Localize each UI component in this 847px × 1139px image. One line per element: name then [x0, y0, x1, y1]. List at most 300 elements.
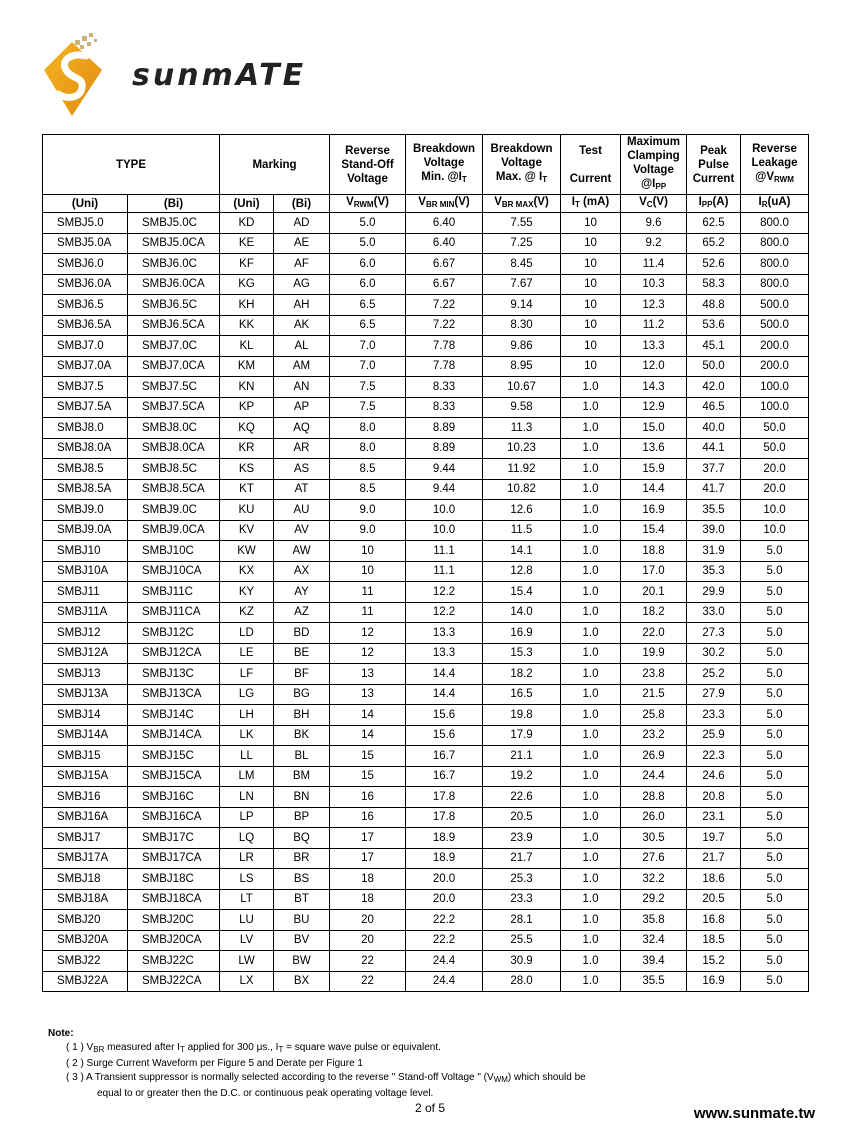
table-row: [43, 336, 809, 357]
cell-type-bi: SMBJ12C: [128, 623, 220, 644]
cell-type-bi: SMBJ22C: [128, 951, 220, 972]
cell-vbr-max: 9.86: [483, 336, 561, 357]
website-url[interactable]: www.sunmate.tw: [693, 1105, 815, 1122]
cell-marking-bi: AU: [274, 500, 330, 521]
cell-vbr-max: 7.55: [483, 213, 561, 234]
cell-vrwm: 8.5: [330, 459, 406, 480]
cell-test-current: 1.0: [561, 623, 621, 644]
cell-vbr-min: 6.67: [406, 274, 483, 295]
table-row: [43, 213, 809, 234]
notes-title: Note:: [48, 1028, 74, 1039]
cell-peak-pulse-current: 27.9: [687, 684, 741, 705]
cell-peak-pulse-current: 24.6: [687, 766, 741, 787]
cell-type-uni: SMBJ17: [43, 828, 128, 849]
cell-marking-bi: AX: [274, 561, 330, 582]
cell-vbr-max: 19.8: [483, 705, 561, 726]
cell-test-current: 1.0: [561, 766, 621, 787]
cell-reverse-leakage: 5.0: [741, 787, 809, 808]
table-row: [43, 623, 809, 644]
cell-vbr-min: 10.0: [406, 500, 483, 521]
cell-reverse-leakage: 100.0: [741, 377, 809, 398]
cell-marking-uni: LS: [220, 869, 274, 890]
cell-vbr-max: 25.3: [483, 869, 561, 890]
cell-marking-bi: BM: [274, 766, 330, 787]
cell-test-current: 1.0: [561, 459, 621, 480]
subheader-vc: $V_C(V)$: [621, 195, 687, 213]
cell-marking-bi: AT: [274, 479, 330, 500]
cell-type-uni: SMBJ16: [43, 787, 128, 808]
cell-vbr-max: 22.6: [483, 787, 561, 808]
cell-marking-uni: KM: [220, 356, 274, 377]
table-row: [43, 705, 809, 726]
cell-marking-uni: KZ: [220, 602, 274, 623]
cell-type-bi: SMBJ8.5CA: [128, 479, 220, 500]
table-row: [43, 274, 809, 295]
cell-test-current: 10: [561, 295, 621, 316]
header-clamping-voltage: Maximum Clamping Voltage $@I_{PP}$: [621, 135, 687, 195]
cell-reverse-leakage: 5.0: [741, 828, 809, 849]
table-row: [43, 807, 809, 828]
cell-vbr-max: 17.9: [483, 725, 561, 746]
note-2: ( 2 ) Surge Current Waveform per Figure 5 and Derate per Figure 1: [66, 1058, 363, 1069]
cell-type-bi: SMBJ10CA: [128, 561, 220, 582]
cell-reverse-leakage: 500.0: [741, 295, 809, 316]
header-test-current: Test Current: [561, 135, 621, 195]
cell-type-uni: SMBJ22A: [43, 971, 128, 992]
cell-type-bi: SMBJ17C: [128, 828, 220, 849]
cell-reverse-leakage: 5.0: [741, 971, 809, 992]
cell-vbr-min: 18.9: [406, 848, 483, 869]
cell-type-bi: SMBJ15C: [128, 746, 220, 767]
cell-test-current: 1.0: [561, 930, 621, 951]
cell-test-current: 1.0: [561, 951, 621, 972]
cell-peak-pulse-current: 21.7: [687, 848, 741, 869]
table-row: [43, 951, 809, 972]
subheader-it: $I_T$ (mA): [561, 195, 621, 213]
cell-test-current: 10: [561, 336, 621, 357]
cell-vrwm: 14: [330, 725, 406, 746]
cell-vbr-max: 15.4: [483, 582, 561, 603]
cell-clamping-voltage: 30.5: [621, 828, 687, 849]
cell-vrwm: 22: [330, 971, 406, 992]
cell-type-uni: SMBJ6.5: [43, 295, 128, 316]
cell-peak-pulse-current: 25.9: [687, 725, 741, 746]
cell-vbr-min: 15.6: [406, 705, 483, 726]
cell-peak-pulse-current: 37.7: [687, 459, 741, 480]
cell-type-bi: SMBJ8.0CA: [128, 438, 220, 459]
cell-type-uni: SMBJ6.5A: [43, 315, 128, 336]
cell-vbr-max: 9.58: [483, 397, 561, 418]
cell-marking-bi: AS: [274, 459, 330, 480]
cell-vrwm: 6.0: [330, 254, 406, 275]
cell-type-bi: SMBJ6.5C: [128, 295, 220, 316]
cell-type-bi: SMBJ10C: [128, 541, 220, 562]
cell-marking-bi: BT: [274, 889, 330, 910]
cell-type-uni: SMBJ14A: [43, 725, 128, 746]
cell-type-bi: SMBJ5.0C: [128, 213, 220, 234]
cell-type-uni: SMBJ9.0A: [43, 520, 128, 541]
cell-reverse-leakage: 5.0: [741, 848, 809, 869]
cell-reverse-leakage: 50.0: [741, 418, 809, 439]
cell-marking-uni: KS: [220, 459, 274, 480]
cell-test-current: 1.0: [561, 561, 621, 582]
cell-clamping-voltage: 18.2: [621, 602, 687, 623]
table-row: [43, 971, 809, 992]
subheader-marking-bi: (Bi): [274, 195, 330, 213]
cell-vrwm: 7.0: [330, 356, 406, 377]
cell-peak-pulse-current: 39.0: [687, 520, 741, 541]
cell-marking-uni: LT: [220, 889, 274, 910]
cell-vbr-min: 6.40: [406, 213, 483, 234]
cell-vbr-max: 7.25: [483, 233, 561, 254]
cell-reverse-leakage: 200.0: [741, 336, 809, 357]
cell-type-uni: SMBJ22: [43, 951, 128, 972]
cell-vbr-max: 11.92: [483, 459, 561, 480]
header-breakdown-max: Breakdown Voltage Max. @ $I_T$: [483, 135, 561, 195]
cell-peak-pulse-current: 42.0: [687, 377, 741, 398]
cell-vrwm: 9.0: [330, 520, 406, 541]
cell-type-uni: SMBJ18: [43, 869, 128, 890]
cell-vbr-min: 13.3: [406, 623, 483, 644]
cell-marking-uni: KL: [220, 336, 274, 357]
cell-vbr-min: 22.2: [406, 930, 483, 951]
cell-test-current: 1.0: [561, 725, 621, 746]
cell-marking-uni: KY: [220, 582, 274, 603]
logo-pixels: [75, 33, 97, 49]
cell-test-current: 1.0: [561, 705, 621, 726]
cell-reverse-leakage: 5.0: [741, 930, 809, 951]
cell-type-uni: SMBJ8.5A: [43, 479, 128, 500]
cell-vbr-min: 7.78: [406, 336, 483, 357]
cell-vrwm: 18: [330, 869, 406, 890]
cell-vrwm: 17: [330, 828, 406, 849]
cell-vrwm: 5.0: [330, 233, 406, 254]
cell-test-current: 1.0: [561, 397, 621, 418]
cell-marking-bi: AQ: [274, 418, 330, 439]
cell-vrwm: 16: [330, 807, 406, 828]
cell-vrwm: 12: [330, 643, 406, 664]
cell-marking-uni: KV: [220, 520, 274, 541]
cell-vrwm: 6.5: [330, 315, 406, 336]
cell-test-current: 1.0: [561, 828, 621, 849]
cell-marking-bi: AY: [274, 582, 330, 603]
cell-clamping-voltage: 12.3: [621, 295, 687, 316]
cell-reverse-leakage: 5.0: [741, 869, 809, 890]
cell-test-current: 1.0: [561, 500, 621, 521]
cell-reverse-leakage: 5.0: [741, 664, 809, 685]
cell-test-current: 10: [561, 274, 621, 295]
cell-marking-uni: LD: [220, 623, 274, 644]
subheader-uni: (Uni): [43, 195, 128, 213]
cell-vrwm: 12: [330, 623, 406, 644]
table-row: [43, 602, 809, 623]
cell-peak-pulse-current: 53.6: [687, 315, 741, 336]
cell-peak-pulse-current: 18.5: [687, 930, 741, 951]
cell-peak-pulse-current: 27.3: [687, 623, 741, 644]
cell-clamping-voltage: 32.4: [621, 930, 687, 951]
table-row: [43, 828, 809, 849]
cell-vrwm: 22: [330, 951, 406, 972]
cell-type-uni: SMBJ7.0: [43, 336, 128, 357]
cell-reverse-leakage: 20.0: [741, 459, 809, 480]
cell-peak-pulse-current: 52.6: [687, 254, 741, 275]
subheader-vbrmin: $V_{BR MIN}(V)$: [406, 195, 483, 213]
table-row: [43, 438, 809, 459]
cell-vrwm: 11: [330, 582, 406, 603]
cell-clamping-voltage: 19.9: [621, 643, 687, 664]
cell-vbr-max: 23.3: [483, 889, 561, 910]
cell-clamping-voltage: 32.2: [621, 869, 687, 890]
cell-type-uni: SMBJ7.5A: [43, 397, 128, 418]
cell-marking-uni: LW: [220, 951, 274, 972]
cell-type-bi: SMBJ22CA: [128, 971, 220, 992]
cell-clamping-voltage: 14.4: [621, 479, 687, 500]
cell-peak-pulse-current: 18.6: [687, 869, 741, 890]
cell-marking-bi: AN: [274, 377, 330, 398]
cell-marking-bi: BV: [274, 930, 330, 951]
cell-marking-bi: AF: [274, 254, 330, 275]
cell-marking-bi: BP: [274, 807, 330, 828]
cell-type-uni: SMBJ5.0A: [43, 233, 128, 254]
cell-test-current: 1.0: [561, 910, 621, 931]
cell-test-current: 1.0: [561, 582, 621, 603]
cell-type-bi: SMBJ20CA: [128, 930, 220, 951]
cell-vbr-max: 10.82: [483, 479, 561, 500]
cell-vrwm: 8.0: [330, 438, 406, 459]
cell-vbr-max: 12.8: [483, 561, 561, 582]
cell-test-current: 1.0: [561, 418, 621, 439]
cell-marking-uni: KF: [220, 254, 274, 275]
cell-type-bi: SMBJ9.0C: [128, 500, 220, 521]
cell-reverse-leakage: 500.0: [741, 315, 809, 336]
table-row: [43, 356, 809, 377]
cell-test-current: 1.0: [561, 664, 621, 685]
cell-vbr-min: 24.4: [406, 971, 483, 992]
cell-type-uni: SMBJ12A: [43, 643, 128, 664]
cell-peak-pulse-current: 62.5: [687, 213, 741, 234]
cell-type-bi: SMBJ6.0CA: [128, 274, 220, 295]
cell-marking-bi: AH: [274, 295, 330, 316]
cell-type-bi: SMBJ8.5C: [128, 459, 220, 480]
cell-vbr-min: 12.2: [406, 602, 483, 623]
cell-type-bi: SMBJ13CA: [128, 684, 220, 705]
cell-reverse-leakage: 5.0: [741, 951, 809, 972]
subheader-vbrmax: $V_{BR MAX}(V)$: [483, 195, 561, 213]
cell-vbr-max: 30.9: [483, 951, 561, 972]
cell-type-uni: SMBJ13: [43, 664, 128, 685]
cell-peak-pulse-current: 35.5: [687, 500, 741, 521]
cell-type-bi: SMBJ14CA: [128, 725, 220, 746]
cell-vbr-min: 9.44: [406, 479, 483, 500]
cell-vrwm: 10: [330, 561, 406, 582]
cell-marking-uni: LL: [220, 746, 274, 767]
cell-marking-bi: BX: [274, 971, 330, 992]
cell-clamping-voltage: 25.8: [621, 705, 687, 726]
cell-type-uni: SMBJ7.5: [43, 377, 128, 398]
cell-vbr-max: 14.1: [483, 541, 561, 562]
cell-marking-uni: KX: [220, 561, 274, 582]
table-row: [43, 787, 809, 808]
subheader-ir: $I_R(uA)$: [741, 195, 809, 213]
table-row: [43, 254, 809, 275]
table-row: [43, 664, 809, 685]
cell-clamping-voltage: 24.4: [621, 766, 687, 787]
cell-reverse-leakage: 5.0: [741, 561, 809, 582]
cell-reverse-leakage: 5.0: [741, 910, 809, 931]
cell-marking-bi: BQ: [274, 828, 330, 849]
cell-reverse-leakage: 800.0: [741, 213, 809, 234]
cell-reverse-leakage: 5.0: [741, 705, 809, 726]
cell-marking-bi: BG: [274, 684, 330, 705]
cell-marking-uni: LQ: [220, 828, 274, 849]
table-row: [43, 766, 809, 787]
cell-vbr-max: 16.5: [483, 684, 561, 705]
cell-marking-bi: BW: [274, 951, 330, 972]
cell-marking-uni: KE: [220, 233, 274, 254]
subheader-bi: (Bi): [128, 195, 220, 213]
cell-clamping-voltage: 20.1: [621, 582, 687, 603]
cell-vrwm: 15: [330, 766, 406, 787]
cell-peak-pulse-current: 16.9: [687, 971, 741, 992]
cell-vrwm: 18: [330, 889, 406, 910]
cell-type-uni: SMBJ12: [43, 623, 128, 644]
cell-vrwm: 20: [330, 910, 406, 931]
cell-vbr-max: 8.45: [483, 254, 561, 275]
cell-clamping-voltage: 21.5: [621, 684, 687, 705]
cell-type-uni: SMBJ9.0: [43, 500, 128, 521]
header-reverse-standoff: Reverse Stand-Off Voltage: [330, 135, 406, 195]
cell-test-current: 10: [561, 356, 621, 377]
cell-type-bi: SMBJ7.0C: [128, 336, 220, 357]
cell-test-current: 1.0: [561, 520, 621, 541]
cell-marking-bi: BE: [274, 643, 330, 664]
cell-marking-bi: BF: [274, 664, 330, 685]
cell-type-uni: SMBJ11: [43, 582, 128, 603]
cell-type-bi: SMBJ17CA: [128, 848, 220, 869]
cell-peak-pulse-current: 35.3: [687, 561, 741, 582]
cell-type-bi: SMBJ18CA: [128, 889, 220, 910]
cell-type-bi: SMBJ20C: [128, 910, 220, 931]
cell-test-current: 10: [561, 233, 621, 254]
cell-vbr-max: 8.95: [483, 356, 561, 377]
cell-vbr-min: 20.0: [406, 889, 483, 910]
cell-marking-uni: LX: [220, 971, 274, 992]
cell-test-current: 1.0: [561, 541, 621, 562]
cell-reverse-leakage: 5.0: [741, 889, 809, 910]
cell-type-uni: SMBJ20: [43, 910, 128, 931]
table-row: [43, 561, 809, 582]
subheader-vrwm: $V_{RWM}(V)$: [330, 195, 406, 213]
cell-vbr-min: 7.22: [406, 295, 483, 316]
cell-marking-bi: BU: [274, 910, 330, 931]
cell-vrwm: 8.0: [330, 418, 406, 439]
cell-vbr-min: 10.0: [406, 520, 483, 541]
cell-marking-uni: LV: [220, 930, 274, 951]
cell-vrwm: 7.5: [330, 397, 406, 418]
table-row: [43, 479, 809, 500]
cell-reverse-leakage: 5.0: [741, 623, 809, 644]
cell-vbr-min: 24.4: [406, 951, 483, 972]
cell-clamping-voltage: 10.3: [621, 274, 687, 295]
cell-marking-uni: LE: [220, 643, 274, 664]
cell-marking-uni: LK: [220, 725, 274, 746]
cell-reverse-leakage: 10.0: [741, 520, 809, 541]
cell-type-uni: SMBJ8.0: [43, 418, 128, 439]
cell-reverse-leakage: 5.0: [741, 602, 809, 623]
header-peak-pulse: Peak Pulse Current: [687, 135, 741, 195]
cell-type-uni: SMBJ17A: [43, 848, 128, 869]
cell-marking-bi: AV: [274, 520, 330, 541]
cell-peak-pulse-current: 58.3: [687, 274, 741, 295]
cell-clamping-voltage: 17.0: [621, 561, 687, 582]
cell-marking-uni: KP: [220, 397, 274, 418]
cell-peak-pulse-current: 40.0: [687, 418, 741, 439]
cell-marking-bi: AD: [274, 213, 330, 234]
cell-marking-uni: LF: [220, 664, 274, 685]
cell-vbr-max: 9.14: [483, 295, 561, 316]
cell-clamping-voltage: 23.2: [621, 725, 687, 746]
cell-vrwm: 14: [330, 705, 406, 726]
spec-table-body: [43, 213, 809, 992]
cell-vrwm: 13: [330, 684, 406, 705]
cell-peak-pulse-current: 44.1: [687, 438, 741, 459]
cell-clamping-voltage: 15.9: [621, 459, 687, 480]
table-row: [43, 397, 809, 418]
cell-peak-pulse-current: 31.9: [687, 541, 741, 562]
cell-vrwm: 5.0: [330, 213, 406, 234]
cell-marking-bi: AZ: [274, 602, 330, 623]
cell-test-current: 1.0: [561, 684, 621, 705]
cell-type-bi: SMBJ11CA: [128, 602, 220, 623]
cell-test-current: 1.0: [561, 889, 621, 910]
table-row: [43, 930, 809, 951]
subheader-ipp: $I_{PP}(A)$: [687, 195, 741, 213]
table-row: [43, 520, 809, 541]
cell-peak-pulse-current: 46.5: [687, 397, 741, 418]
cell-clamping-voltage: 11.4: [621, 254, 687, 275]
table-row: [43, 541, 809, 562]
cell-type-uni: SMBJ14: [43, 705, 128, 726]
cell-vrwm: 20: [330, 930, 406, 951]
cell-vbr-min: 14.4: [406, 664, 483, 685]
cell-test-current: 1.0: [561, 643, 621, 664]
cell-peak-pulse-current: 48.8: [687, 295, 741, 316]
header-row: [43, 135, 809, 195]
cell-marking-uni: KQ: [220, 418, 274, 439]
table-row: [43, 459, 809, 480]
cell-clamping-voltage: 35.8: [621, 910, 687, 931]
cell-vbr-min: 16.7: [406, 766, 483, 787]
cell-type-bi: SMBJ18C: [128, 869, 220, 890]
cell-vrwm: 9.0: [330, 500, 406, 521]
cell-vbr-max: 14.0: [483, 602, 561, 623]
cell-vrwm: 6.0: [330, 274, 406, 295]
cell-type-bi: SMBJ6.0C: [128, 254, 220, 275]
cell-type-bi: SMBJ13C: [128, 664, 220, 685]
cell-marking-uni: KN: [220, 377, 274, 398]
cell-reverse-leakage: 5.0: [741, 766, 809, 787]
cell-vrwm: 7.5: [330, 377, 406, 398]
cell-type-bi: SMBJ7.5CA: [128, 397, 220, 418]
cell-reverse-leakage: 20.0: [741, 479, 809, 500]
cell-vbr-min: 22.2: [406, 910, 483, 931]
cell-reverse-leakage: 5.0: [741, 807, 809, 828]
cell-type-uni: SMBJ13A: [43, 684, 128, 705]
cell-type-bi: SMBJ16C: [128, 787, 220, 808]
note-3: ( 3 ) A Transient suppressor is normally selected according to the reverse " Stand-off Voltage " $(V_{WM})$ which should be: [66, 1072, 586, 1084]
table-row: [43, 684, 809, 705]
subheader-row: [43, 195, 809, 213]
